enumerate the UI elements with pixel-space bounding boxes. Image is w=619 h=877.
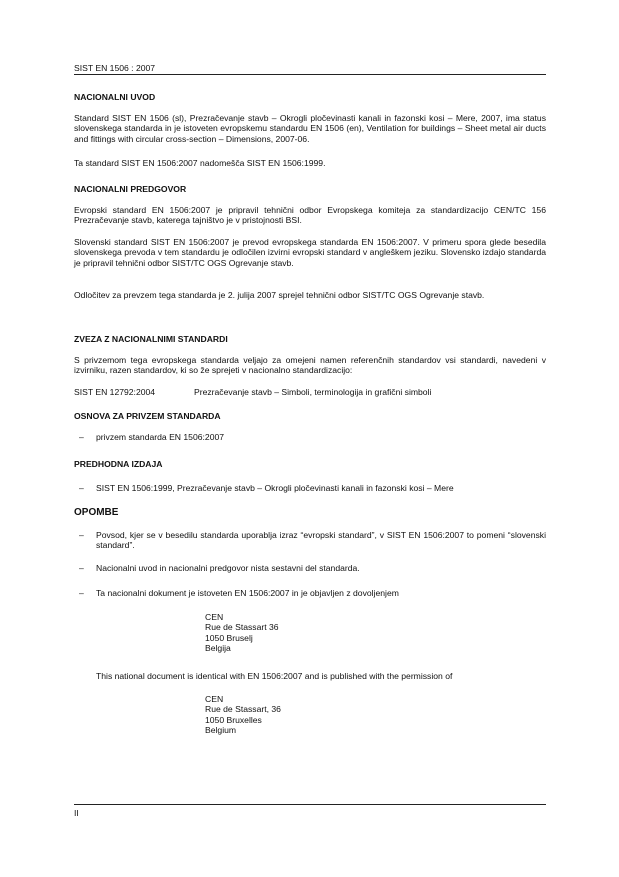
reference-standard-title: Prezračevanje stavb – Simboli, terminologija in grafični simboli [194, 387, 432, 397]
list-dash: – [79, 483, 84, 493]
address-line: Belgija [205, 643, 231, 654]
address-line: 1050 Bruxelles [205, 714, 262, 725]
section-heading-predgovor: NACIONALNI PREDGOVOR [74, 184, 187, 194]
opombe-item-3: Ta nacionalni dokument je istoveten EN 1506:2007 in je objavljen z dovoljenjem [96, 588, 399, 598]
predgovor-paragraph-2: Slovenski standard SIST EN 1506:2007 je prevod evropskega standarda EN 1506:2007. V primeru spora glede besedila slovenskega prevoda v tem standardu je odločilen izvirni evropski standard v angleškem jeziku. Slovensko izdajo standarda je pripravil tehnični odbor SIST/TC OGS Ogrevanje stavb. [74, 237, 546, 268]
section-heading-osnova: OSNOVA ZA PRIVZEM STANDARDA [74, 411, 221, 421]
section-heading-zveza: ZVEZA Z NACIONALNIMI STANDARDI [74, 334, 228, 344]
uvod-paragraph-1: Standard SIST EN 1506 (sl), Prezračevanje stavb – Okrogli pločevinasti kanali in fazonski kosi – Mere, 2007, ima status slovenskega standarda in je istoveten evropskemu standardu EN 1506 (en), Ventilation for buildings – Sheet metal air ducts and fittings with circular cross-section – Dimensions, 2007-06. [74, 113, 546, 144]
page-number: II [74, 808, 79, 818]
list-dash: – [79, 432, 84, 442]
document-id-header: SIST EN 1506 : 2007 [74, 63, 156, 73]
address-block-en [205, 694, 281, 736]
opombe-item-1: Povsod, kjer se v besedilu standarda uporablja izraz “evropski standard”, v SIST EN 1506:2007 to pomeni “slovenski standard”. [96, 530, 546, 551]
address-line: CEN [205, 612, 224, 622]
english-notice: This national document is identical with EN 1506:2007 and is published with the permission of [96, 671, 453, 681]
address-line: 1050 Bruselj [205, 632, 253, 643]
list-dash: – [79, 530, 84, 540]
list-dash: – [79, 563, 84, 573]
address-block-sl [205, 612, 279, 654]
predgovor-paragraph-3: Odločitev za prevzem tega standarda je 2. julija 2007 sprejel tehnični odbor SIST/TC OGS Ogrevanje stavb. [74, 290, 485, 300]
address-line: Rue de Stassart, 36 [205, 704, 281, 715]
predgovor-paragraph-1: Evropski standard EN 1506:2007 je pripravil tehnični odbor Evropskega komiteja za standardizacijo CEN/TC 156 Prezračevanje stavb, katerega tajništvo je v pristojnosti BSI. [74, 205, 546, 226]
footer-rule [74, 804, 546, 805]
header-rule [74, 74, 546, 75]
list-dash: – [79, 588, 84, 598]
address-line: Belgium [205, 725, 237, 736]
address-line: Rue de Stassart 36 [205, 622, 279, 633]
address-line: CEN [205, 694, 224, 704]
predhodna-item: SIST EN 1506:1999, Prezračevanje stavb – Okrogli pločevinasti kanali in fazonski kosi – Mere [96, 483, 454, 493]
zveza-paragraph: S privzemom tega evropskega standarda veljajo za omejeni namen referenčnih standardov vsi standardi, navedeni v izvirniku, razen standardov, ki so že sprejeti v nacionalno standardizacijo: [74, 355, 546, 376]
reference-standard-code: SIST EN 12792:2004 [74, 387, 156, 397]
section-heading-predhodna: PREDHODNA IZDAJA [74, 459, 163, 469]
opombe-item-2: Nacionalni uvod in nacionalni predgovor nista sestavni del standarda. [96, 563, 360, 573]
section-heading-uvod: NACIONALNI UVOD [74, 92, 156, 102]
section-heading-opombe: OPOMBE [74, 507, 119, 518]
uvod-paragraph-2: Ta standard SIST EN 1506:2007 nadomešča SIST EN 1506:1999. [74, 158, 326, 168]
osnova-item: privzem standarda EN 1506:2007 [96, 432, 225, 442]
